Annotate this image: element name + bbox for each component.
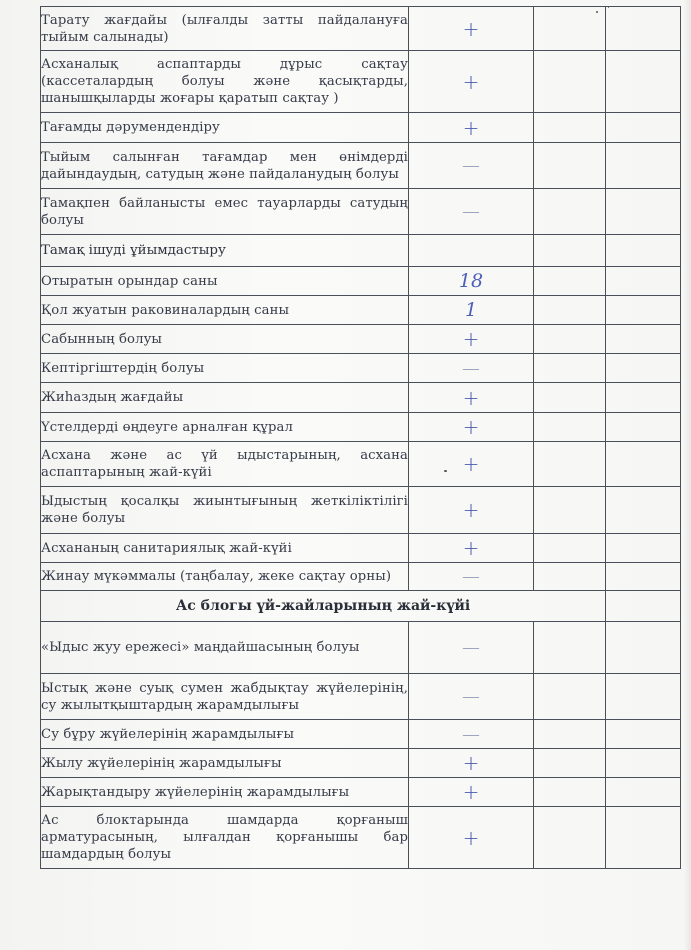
empty-cell bbox=[534, 674, 606, 720]
empty-cell bbox=[534, 487, 606, 534]
empty-cell bbox=[534, 413, 606, 442]
criterion-text: Жинау мүкәммалы (таңбалау, жеке сақтау орны) bbox=[41, 563, 409, 591]
criterion-text: Кептіргіштердің болуы bbox=[41, 354, 409, 383]
empty-cell bbox=[606, 442, 681, 487]
empty-cell bbox=[534, 325, 606, 354]
handwritten-mark: + bbox=[409, 442, 534, 487]
handwritten-mark: — bbox=[409, 143, 534, 189]
criterion-text: Тамақпен байланысты емес тауарларды сатудың болуы bbox=[41, 189, 409, 235]
handwritten-mark: — bbox=[409, 354, 534, 383]
empty-cell bbox=[606, 296, 681, 325]
empty-cell bbox=[606, 749, 681, 778]
inspection-table-body bbox=[41, 7, 681, 869]
table-row bbox=[41, 807, 681, 869]
empty-cell bbox=[534, 296, 606, 325]
table-row bbox=[41, 325, 681, 354]
empty-cell bbox=[606, 113, 681, 143]
empty-cell bbox=[606, 534, 681, 563]
handwritten-mark: — bbox=[409, 563, 534, 591]
table-row bbox=[41, 413, 681, 442]
handwritten-mark: 1 bbox=[409, 296, 534, 325]
table-row bbox=[41, 51, 681, 113]
empty-cell bbox=[534, 778, 606, 807]
empty-cell bbox=[534, 7, 606, 51]
handwritten-mark: — bbox=[409, 720, 534, 749]
empty-cell bbox=[534, 720, 606, 749]
handwritten-mark: + bbox=[409, 778, 534, 807]
handwritten-mark: + bbox=[409, 749, 534, 778]
empty-cell bbox=[606, 325, 681, 354]
criterion-text: Су бұру жүйелерінің жарамдылығы bbox=[41, 720, 409, 749]
table-row bbox=[41, 622, 681, 674]
empty-cell bbox=[534, 354, 606, 383]
empty-cell bbox=[606, 778, 681, 807]
table-row bbox=[41, 113, 681, 143]
table-row bbox=[41, 534, 681, 563]
inspection-table bbox=[40, 6, 681, 869]
criterion-text: Жылу жүйелерінің жарамдылығы bbox=[41, 749, 409, 778]
table-row bbox=[41, 778, 681, 807]
criterion-text: Ас блоктарында шамдарда қорғаныш арматурасының, ылғалдан қорғанышы бар шамдардың болуы bbox=[41, 807, 409, 869]
empty-cell bbox=[606, 51, 681, 113]
handwritten-mark: + bbox=[409, 7, 534, 51]
handwritten-mark: + bbox=[409, 383, 534, 413]
table-row bbox=[41, 563, 681, 591]
handwritten-mark: + bbox=[409, 113, 534, 143]
table-row bbox=[41, 720, 681, 749]
empty-cell bbox=[606, 807, 681, 869]
table-row bbox=[41, 487, 681, 534]
handwritten-mark: + bbox=[409, 807, 534, 869]
table-row bbox=[41, 354, 681, 383]
criterion-text: Асханалық аспаптарды дұрыс сақтау (кассеталардың болуы және қасықтарды, шанышқыларды жоғары қаратып сақтау ) bbox=[41, 51, 409, 113]
table-row bbox=[41, 189, 681, 235]
empty-cell bbox=[534, 189, 606, 235]
empty-cell bbox=[606, 622, 681, 674]
criterion-text: Ыстық және суық сумен жабдықтау жүйелерінің, су жылытқыштардың жарамдылығы bbox=[41, 674, 409, 720]
empty-cell bbox=[606, 7, 681, 51]
criterion-text: Қол жуатын раковиналардың саны bbox=[41, 296, 409, 325]
section-row bbox=[41, 591, 681, 622]
empty-cell bbox=[534, 563, 606, 591]
criterion-text: Тарату жағдайы (ылғалды затты пайдалануға тыйым салынады) bbox=[41, 7, 409, 51]
section-heading: Ас блогы үй-жайларының жай-күйі bbox=[41, 591, 606, 622]
scan-speck bbox=[608, 7, 609, 8]
table-row bbox=[41, 442, 681, 487]
empty-cell bbox=[606, 235, 681, 267]
handwritten-mark: 18 bbox=[409, 267, 534, 296]
page-edge-shadow bbox=[683, 0, 691, 950]
criterion-text: Отыратын орындар саны bbox=[41, 267, 409, 296]
section-heading: Тамақ ішуді ұйымдастыру bbox=[41, 235, 409, 267]
empty-cell bbox=[534, 383, 606, 413]
handwritten-mark: + bbox=[409, 325, 534, 354]
empty-cell bbox=[606, 720, 681, 749]
table-row bbox=[41, 383, 681, 413]
criterion-text: Үстелдерді өңдеуге арналған құрал bbox=[41, 413, 409, 442]
criterion-text: «Ыдыс жуу ережесі» маңдайшасының болуы bbox=[41, 622, 409, 674]
empty-cell bbox=[606, 189, 681, 235]
handwritten-mark: + bbox=[409, 51, 534, 113]
empty-cell bbox=[606, 413, 681, 442]
table-row bbox=[41, 7, 681, 51]
empty-cell bbox=[606, 354, 681, 383]
empty-cell bbox=[534, 534, 606, 563]
handwritten-mark: — bbox=[409, 189, 534, 235]
empty-cell bbox=[534, 113, 606, 143]
empty-cell bbox=[534, 143, 606, 189]
criterion-text: Тағамды дәрумендендіру bbox=[41, 113, 409, 143]
empty-cell bbox=[606, 383, 681, 413]
table-row bbox=[41, 143, 681, 189]
scan-speck bbox=[596, 11, 598, 13]
handwritten-mark: — bbox=[409, 674, 534, 720]
empty-cell bbox=[534, 622, 606, 674]
empty-cell bbox=[606, 563, 681, 591]
empty-cell bbox=[606, 267, 681, 296]
empty-cell bbox=[534, 267, 606, 296]
table-row bbox=[41, 296, 681, 325]
section-row bbox=[41, 235, 681, 267]
empty-cell bbox=[409, 235, 534, 267]
empty-cell bbox=[534, 51, 606, 113]
handwritten-mark: + bbox=[409, 487, 534, 534]
table-row bbox=[41, 749, 681, 778]
criterion-text: Ыдыстың қосалқы жиынтығының жеткіліктілігі және болуы bbox=[41, 487, 409, 534]
empty-cell bbox=[534, 807, 606, 869]
empty-cell bbox=[534, 442, 606, 487]
criterion-text: Асхана және ас үй ыдыстарының, асхана аспаптарының жай-күйі bbox=[41, 442, 409, 487]
scan-speck bbox=[444, 470, 447, 472]
criterion-text: Асхананың санитариялық жай-күйі bbox=[41, 534, 409, 563]
criterion-text: Жарықтандыру жүйелерінің жарамдылығы bbox=[41, 778, 409, 807]
empty-cell bbox=[534, 235, 606, 267]
criterion-text: Тыйым салынған тағамдар мен өнімдерді дайындаудың, сатудың және пайдаланудың болуы bbox=[41, 143, 409, 189]
empty-cell bbox=[606, 487, 681, 534]
criterion-text: Сабынның болуы bbox=[41, 325, 409, 354]
empty-cell bbox=[606, 143, 681, 189]
handwritten-mark: + bbox=[409, 534, 534, 563]
criterion-text: Жиһаздың жағдайы bbox=[41, 383, 409, 413]
table-row bbox=[41, 674, 681, 720]
empty-cell bbox=[606, 591, 681, 622]
empty-cell bbox=[534, 749, 606, 778]
table-row bbox=[41, 267, 681, 296]
empty-cell bbox=[606, 674, 681, 720]
handwritten-mark: + bbox=[409, 413, 534, 442]
handwritten-mark: — bbox=[409, 622, 534, 674]
